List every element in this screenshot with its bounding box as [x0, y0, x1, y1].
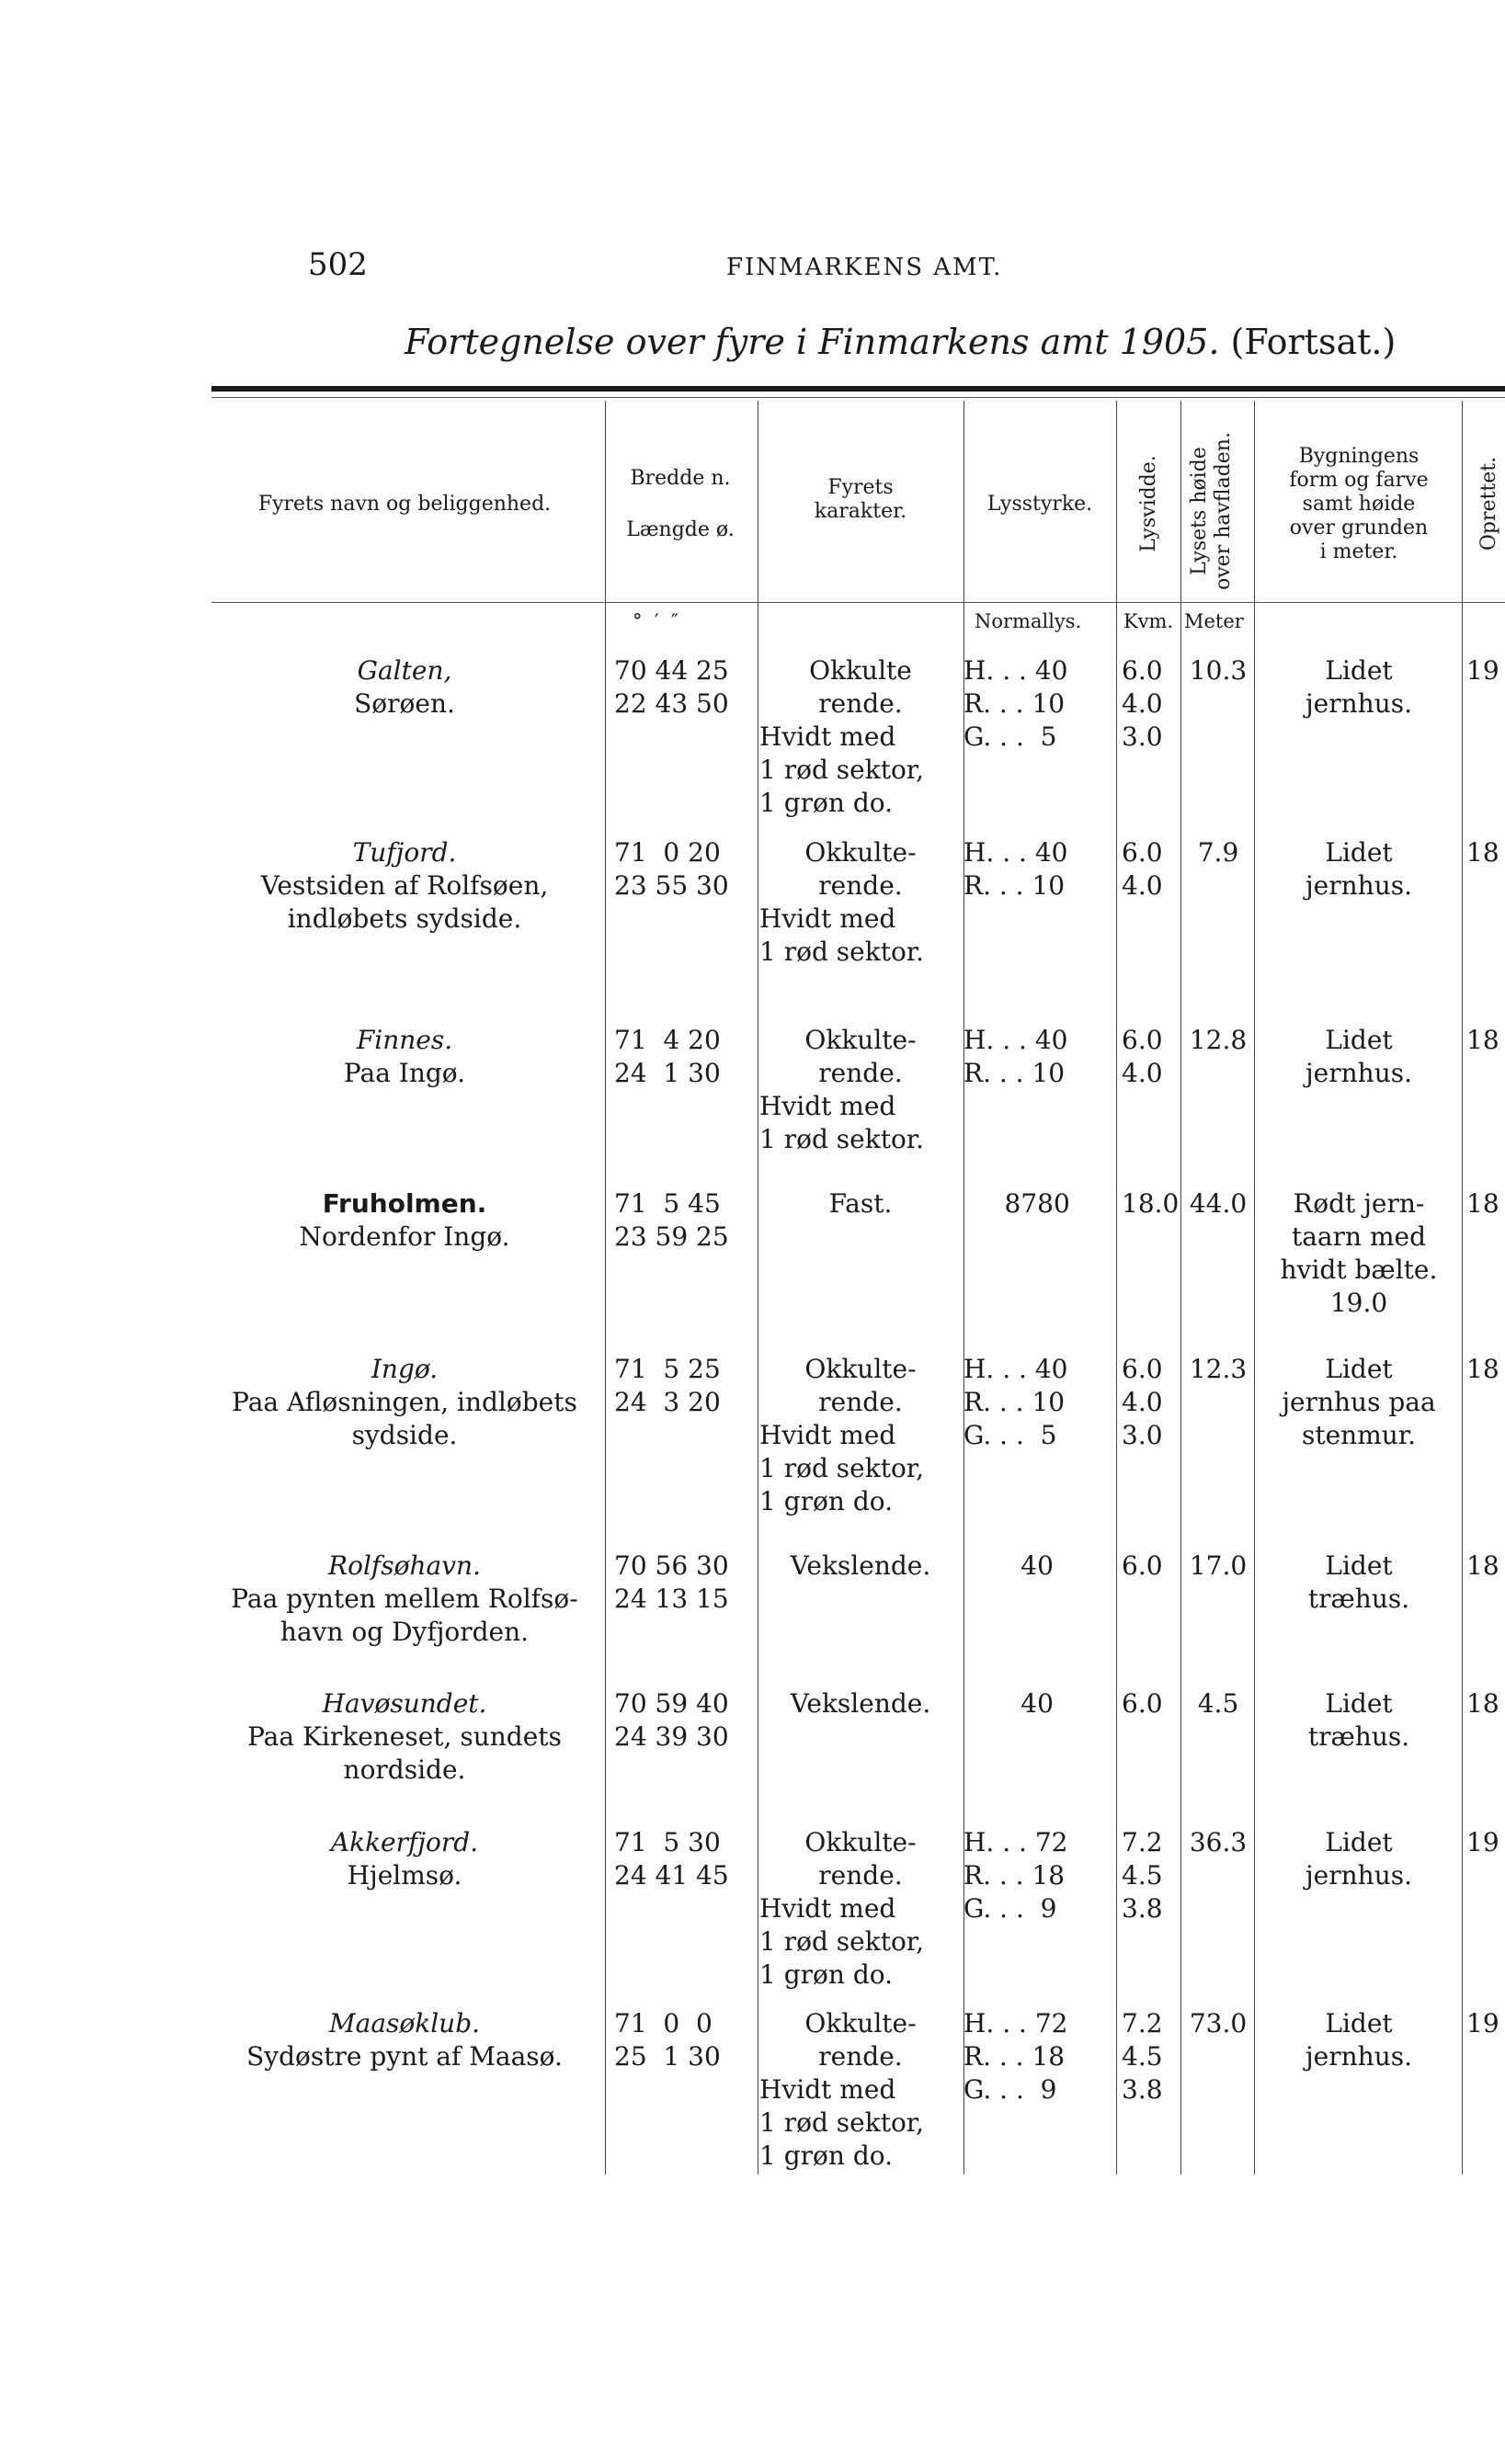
established-year: 18 — [1466, 837, 1499, 868]
building-cell — [1258, 1024, 1460, 1090]
range-cell — [1122, 836, 1182, 903]
established-year: 18 — [1466, 1688, 1499, 1719]
building-line: Lidet — [1325, 1550, 1393, 1581]
coordinates-cell — [614, 654, 752, 721]
lighthouse-location: Nordenfor Ingø. — [299, 1221, 510, 1252]
character-line: Hvidt med — [759, 1091, 896, 1121]
character-line: Okkulte- — [804, 1025, 917, 1055]
lighthouse-name: Maasøklub. — [328, 2008, 481, 2038]
range-value: 4.5 — [1122, 1860, 1163, 1891]
header-building-line: samt høide — [1302, 493, 1416, 516]
strength-value: R. . . 18 — [963, 2041, 1066, 2072]
building-line: jernhus. — [1305, 870, 1412, 901]
character-line: 1 grøn do. — [759, 788, 894, 818]
established-year: 19 — [1466, 1827, 1499, 1857]
building-line: Lidet — [1325, 1827, 1393, 1857]
character-line: Vekslende. — [790, 1550, 931, 1581]
longitude: 23 59 25 — [614, 1221, 729, 1252]
character-line: Fast. — [828, 1188, 893, 1219]
latitude: 70 56 30 — [614, 1550, 729, 1581]
building-line: jernhus. — [1305, 1860, 1412, 1891]
lighthouse-name: Rolfsøhavn. — [328, 1550, 481, 1581]
range-cell — [1122, 1353, 1182, 1452]
column-divider — [1116, 401, 1117, 2174]
character-line: rende. — [818, 2041, 903, 2072]
building-line: hvidt bælte. — [1280, 1255, 1438, 1285]
character-line: Okkulte- — [804, 1827, 917, 1857]
character-line: Hvidt med — [759, 721, 896, 752]
building-line: 19.0 — [1329, 1288, 1388, 1318]
character-line: Hvidt med — [759, 1893, 896, 1924]
character-cell — [759, 1353, 962, 1518]
strength-value: H. . . 40 — [963, 1354, 1068, 1384]
header-established: Oprettet. — [1477, 456, 1500, 551]
lighthouse-location: Paa pynten mellem Rolfsø- — [231, 1584, 578, 1614]
lighthouse-name: Galten, — [357, 655, 452, 686]
height-value: 7.9 — [1197, 837, 1239, 868]
lighthouse-location: Sydøstre pynt af Maasø. — [246, 2041, 563, 2072]
building-line: Lidet — [1325, 655, 1393, 686]
range-value: 4.5 — [1122, 2041, 1163, 2072]
height-value: 10.3 — [1189, 655, 1248, 686]
strength-value: R. . . 10 — [963, 870, 1066, 901]
character-cell — [759, 1826, 962, 1992]
lighthouse-location: sydside. — [351, 1420, 458, 1450]
strength-cell — [963, 836, 1116, 903]
lighthouse-name-cell — [211, 1024, 598, 1090]
range-value: 4.0 — [1122, 688, 1163, 719]
lighthouse-name: Akkerfjord. — [330, 1827, 479, 1857]
established-year: 19 — [1466, 2008, 1499, 2038]
building-line: Lidet — [1325, 1688, 1393, 1719]
title-main: Fortegnelse over fyre i Finmarkens amt 1905. — [405, 322, 1220, 362]
lighthouse-location: nordside. — [343, 1754, 466, 1785]
coordinates-cell — [614, 1024, 752, 1090]
building-cell — [1258, 2007, 1460, 2073]
range-cell — [1122, 654, 1182, 754]
character-cell — [759, 2007, 962, 2173]
header-height-line: over havfladen. — [1212, 432, 1235, 590]
strength-value: R. . . 10 — [963, 1387, 1066, 1417]
unit-range: Kvm. — [1123, 610, 1174, 632]
longitude: 24 39 30 — [614, 1721, 729, 1752]
strength-value: R. . . 18 — [963, 1860, 1066, 1891]
strength-value: H. . . 40 — [963, 655, 1068, 686]
longitude: 24 41 45 — [614, 1860, 729, 1891]
building-cell — [1258, 1826, 1460, 1892]
established-year: 18 — [1466, 1025, 1499, 1055]
range-cell — [1122, 1687, 1182, 1720]
building-line: jernhus. — [1305, 1058, 1412, 1088]
building-line: jernhus. — [1305, 2041, 1412, 2072]
coordinates-cell — [614, 1687, 752, 1754]
character-line: 1 rød sektor, — [759, 2107, 925, 2138]
lighthouse-location: Paa Afløsningen, indløbets — [232, 1387, 577, 1417]
character-line: 1 grøn do. — [759, 1486, 894, 1516]
character-line: 1 grøn do. — [759, 1959, 894, 1990]
strength-value: 8780 — [963, 1188, 1070, 1219]
strength-value: 40 — [963, 1688, 1054, 1719]
range-value: 6.0 — [1122, 1688, 1163, 1719]
column-divider — [605, 401, 606, 2174]
building-cell — [1258, 1687, 1460, 1754]
header-rule — [211, 602, 1505, 603]
longitude: 22 43 50 — [614, 688, 729, 719]
building-line: Lidet — [1325, 1354, 1393, 1384]
height-value: 4.5 — [1197, 1688, 1239, 1719]
header-lon: Længde ø. — [626, 518, 735, 541]
range-value: 3.0 — [1122, 1420, 1163, 1450]
latitude: 71 4 20 — [614, 1025, 721, 1055]
strength-cell — [963, 1550, 1116, 1583]
range-cell — [1122, 1550, 1182, 1583]
building-line: Rødt jern- — [1293, 1188, 1425, 1219]
range-value: 6.0 — [1122, 1025, 1163, 1055]
character-line: Okkulte- — [804, 837, 917, 868]
established-year: 19 — [1466, 655, 1499, 686]
strength-value: G. . . 9 — [963, 1893, 1057, 1924]
strength-cell — [963, 1826, 1116, 1925]
range-cell — [1122, 1024, 1182, 1090]
building-cell — [1258, 654, 1460, 721]
character-line: 1 grøn do. — [759, 2140, 894, 2171]
unit-degrees: ° ′ ″ — [633, 610, 678, 632]
header-range: Lysvidde. — [1137, 455, 1160, 552]
building-cell — [1258, 1187, 1460, 1320]
character-cell — [759, 654, 962, 820]
lighthouse-name: Havøsundet. — [322, 1688, 487, 1719]
strength-cell — [963, 1687, 1116, 1720]
strength-cell — [963, 1024, 1116, 1090]
lighthouse-name-cell — [211, 2007, 598, 2073]
longitude: 24 1 30 — [614, 1058, 721, 1088]
strength-value: R. . . 10 — [963, 1058, 1066, 1088]
range-cell — [1122, 1187, 1182, 1221]
building-line: jernhus. — [1305, 688, 1412, 719]
coordinates-cell — [614, 2007, 752, 2073]
lighthouse-name-cell — [211, 1187, 598, 1254]
strength-value: G. . . 9 — [963, 2074, 1057, 2105]
lighthouse-name: Ingø. — [371, 1354, 439, 1384]
lighthouse-name-cell — [211, 654, 598, 721]
strength-value: H. . . 72 — [963, 2008, 1068, 2038]
longitude: 24 13 15 — [614, 1584, 729, 1614]
lighthouse-name: Finnes. — [356, 1025, 453, 1055]
range-value: 6.0 — [1122, 1550, 1163, 1581]
range-value: 7.2 — [1122, 1827, 1163, 1857]
lighthouse-location: indløbets sydside. — [287, 903, 522, 934]
building-line: Lidet — [1325, 1025, 1393, 1055]
building-line: træhus. — [1307, 1584, 1410, 1614]
strength-value: 40 — [963, 1550, 1054, 1581]
strength-value: G. . . 5 — [963, 721, 1057, 752]
range-value: 3.8 — [1122, 1893, 1163, 1924]
strength-cell — [963, 1187, 1116, 1221]
character-line: rende. — [818, 1058, 903, 1088]
building-line: træhus. — [1307, 1721, 1410, 1752]
unit-strength: Normallys. — [975, 610, 1082, 632]
page-number: 502 — [308, 246, 368, 283]
range-value: 3.8 — [1122, 2074, 1163, 2105]
header-character-line: karakter. — [814, 500, 907, 523]
header-strength: Lysstyrke. — [986, 493, 1093, 516]
lighthouse-location: Paa Ingø. — [343, 1058, 466, 1088]
height-value: 17.0 — [1189, 1550, 1248, 1581]
building-line: taarn med — [1291, 1221, 1426, 1252]
longitude: 25 1 30 — [614, 2041, 721, 2072]
height-value: 44.0 — [1189, 1188, 1248, 1219]
latitude: 71 5 45 — [614, 1188, 721, 1219]
strength-cell — [963, 1353, 1116, 1452]
coordinates-cell — [614, 1187, 752, 1254]
character-line: Okkulte- — [804, 1354, 917, 1384]
range-value: 4.0 — [1122, 870, 1163, 901]
building-line: Lidet — [1325, 837, 1393, 868]
unit-height: Meter — [1184, 610, 1244, 632]
character-cell — [759, 1687, 962, 1720]
character-line: 1 rød sektor. — [759, 937, 925, 967]
character-line: Hvidt med — [759, 1420, 896, 1450]
longitude: 23 55 30 — [614, 870, 729, 901]
lighthouse-location: Vestsiden af Rolfsøen, — [260, 870, 549, 901]
header-building — [1258, 445, 1460, 564]
building-line: stenmur. — [1301, 1420, 1417, 1450]
height-value: 12.3 — [1189, 1354, 1248, 1384]
range-value: 7.2 — [1122, 2008, 1163, 2038]
coordinates-cell — [614, 1826, 752, 1892]
character-line: Vekslende. — [790, 1688, 931, 1719]
header-name: Fyrets navn og beliggenhed. — [257, 493, 552, 516]
building-line: Lidet — [1325, 2008, 1393, 2038]
range-value: 3.0 — [1122, 721, 1163, 752]
latitude: 70 59 40 — [614, 1688, 729, 1719]
coordinates-cell — [614, 836, 752, 903]
header-height-line: Lysets høide — [1188, 447, 1211, 575]
lighthouse-name-cell — [211, 836, 598, 936]
building-cell — [1258, 836, 1460, 903]
header-height — [1188, 419, 1236, 603]
character-line: rende. — [818, 1860, 903, 1891]
header-building-line: form og farve — [1289, 469, 1429, 492]
character-line: Okkulte — [809, 655, 912, 686]
latitude: 71 0 0 — [614, 2008, 713, 2038]
character-line: rende. — [818, 1387, 903, 1417]
established-year: 18 — [1466, 1354, 1499, 1384]
strength-cell — [963, 654, 1116, 754]
character-cell — [759, 1187, 962, 1221]
character-line: rende. — [818, 688, 903, 719]
top-rule — [211, 386, 1505, 392]
lighthouse-name-cell — [211, 1353, 598, 1452]
strength-cell — [963, 2007, 1116, 2106]
top-thin-rule — [211, 397, 1505, 398]
table-title — [405, 322, 1396, 362]
character-cell — [759, 1024, 962, 1156]
header-building-line: i meter. — [1319, 540, 1398, 563]
range-value: 18.0 — [1122, 1188, 1180, 1219]
lighthouse-location: havn og Dyfjorden. — [279, 1617, 530, 1647]
range-cell — [1122, 1826, 1182, 1925]
height-value: 12.8 — [1189, 1025, 1248, 1055]
height-value: 73.0 — [1189, 2008, 1248, 2038]
strength-value: H. . . 40 — [963, 837, 1068, 868]
longitude: 24 3 20 — [614, 1387, 721, 1417]
range-value: 6.0 — [1122, 655, 1163, 686]
range-value: 4.0 — [1122, 1058, 1163, 1088]
lighthouse-name-cell — [211, 1550, 598, 1649]
character-cell — [759, 836, 962, 969]
building-line: jernhus paa — [1282, 1387, 1436, 1417]
title-suffix: (Fortsat.) — [1230, 322, 1397, 362]
running-head: FINMARKENS AMT. — [726, 254, 1003, 281]
column-divider — [1462, 401, 1463, 2174]
character-cell — [759, 1550, 962, 1583]
lighthouse-location: Paa Kirkeneset, sundets — [247, 1721, 562, 1752]
character-line: 1 rød sektor, — [759, 1453, 925, 1483]
character-line: rende. — [818, 870, 903, 901]
range-value: 6.0 — [1122, 837, 1163, 868]
lighthouse-name: Tufjord. — [352, 837, 457, 868]
header-character — [759, 476, 962, 524]
strength-value: H. . . 40 — [963, 1025, 1068, 1055]
strength-value: G. . . 5 — [963, 1420, 1057, 1450]
latitude: 71 5 30 — [614, 1827, 721, 1857]
established-year: 18 — [1466, 1188, 1499, 1219]
strength-value: R. . . 10 — [963, 688, 1066, 719]
character-line: 1 rød sektor, — [759, 1926, 925, 1957]
lighthouse-location: Hjelmsø. — [347, 1860, 462, 1891]
lighthouse-name-cell — [211, 1687, 598, 1787]
coordinates-cell — [614, 1353, 752, 1419]
latitude: 71 0 20 — [614, 837, 721, 868]
header-character-line: Fyrets — [827, 476, 894, 499]
lighthouse-name: Fruholmen. — [322, 1188, 487, 1219]
character-line: 1 rød sektor. — [759, 1124, 925, 1154]
lighthouse-location: Sørøen. — [354, 688, 455, 719]
coordinates-cell — [614, 1550, 752, 1616]
column-divider — [1254, 401, 1255, 2174]
range-cell — [1122, 2007, 1182, 2106]
character-line: Okkulte- — [804, 2008, 917, 2038]
height-value: 36.3 — [1189, 1827, 1248, 1857]
header-building-line: Bygningens — [1298, 445, 1419, 468]
range-value: 4.0 — [1122, 1387, 1163, 1417]
latitude: 71 5 25 — [614, 1354, 721, 1384]
character-line: 1 rød sektor, — [759, 755, 925, 785]
latitude: 70 44 25 — [614, 655, 729, 686]
strength-value: H. . . 72 — [963, 1827, 1068, 1857]
lighthouse-name-cell — [211, 1826, 598, 1892]
range-value: 6.0 — [1122, 1354, 1163, 1384]
header-lat: Bredde n. — [630, 467, 731, 490]
character-line: Hvidt med — [759, 903, 896, 934]
character-line: Hvidt med — [759, 2074, 896, 2105]
header-building-line: over grunden — [1289, 517, 1429, 539]
building-cell — [1258, 1353, 1460, 1452]
established-year: 18 — [1466, 1550, 1499, 1581]
building-cell — [1258, 1550, 1460, 1616]
